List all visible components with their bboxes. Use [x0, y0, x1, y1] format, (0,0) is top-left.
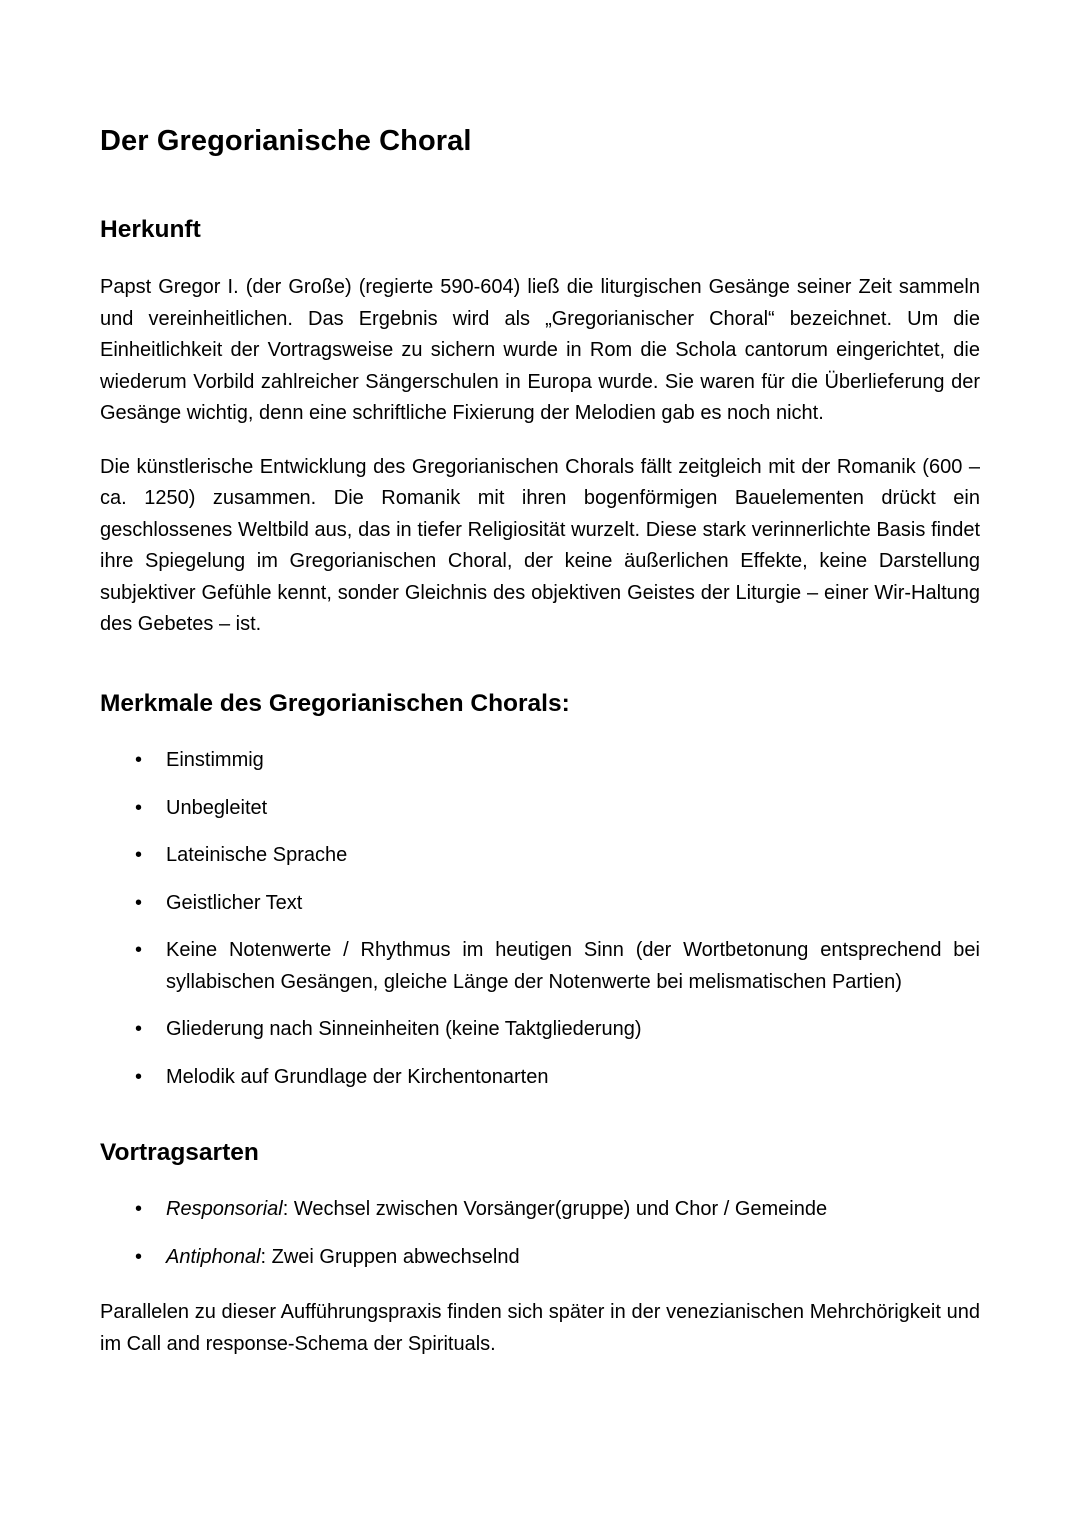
list-item-term: Antiphonal	[166, 1245, 261, 1268]
list-item	[100, 793, 980, 825]
list-item-label: Einstimmig	[166, 749, 264, 772]
bullet-icon: •	[135, 749, 143, 772]
document-content	[100, 0, 980, 1360]
vortragsarten-list	[100, 1167, 980, 1273]
list-item	[100, 1062, 980, 1094]
paragraph-herkunft-2: Die künstlerische Entwicklung des Gregorianischen Chorals fällt zeitgleich mit der Romanik (600 – ca. 1250) zusammen. Die Romanik mit ihren bogenförmigen Bauelementen drückt ein geschlossenes Weltbild aus, das in tiefer Religiosität wurzelt. Diese stark verinnerlichte Basis findet ihre Spiegelung im Gregorianischen Choral, der keine äußerlichen Effekte, keine Darstellung subjektiver Gefühle kennt, sonder Gleichnis des objektiven Geistes der Liturgie – einer Wir-Haltung des Gebetes – ist.	[100, 455, 980, 636]
bullet-icon: •	[135, 1198, 143, 1221]
paragraph-closing: Parallelen zu dieser Aufführungspraxis finden sich später in der venezianischen Mehrchörigkeit und im Call and response-Schema der Spirituals.	[100, 1301, 980, 1355]
list-item	[100, 840, 980, 872]
paragraph-herkunft-1: Papst Gregor I. (der Große) (regierte 590-604) ließ die liturgischen Gesänge seiner Zeit sammeln und vereinheitlichen. Das Ergebnis wird als „Gregorianischer Choral“ bezeichnet. Um die Einheitlichkeit der Vortragsweise zu sichern wurde in Rom die Schola cantorum eingerichtet, die wiederum Vorbild zahlreicher Sängerschulen in Europa wurde. Sie waren für die Überlieferung der Gesänge wichtig, denn eine schriftliche Fixierung der Melodien gab es noch nicht.	[100, 276, 980, 425]
list-item-label: Melodik auf Grundlage der Kirchentonarten	[166, 1065, 549, 1088]
bullet-icon: •	[135, 1018, 143, 1041]
list-item-label: Geistlicher Text	[166, 891, 303, 914]
bullet-icon: •	[135, 1065, 143, 1088]
bullet-icon: •	[135, 939, 143, 962]
list-item-label: Responsorial: Wechsel zwischen Vorsänger(gruppe) und Chor / Gemeinde	[166, 1198, 828, 1221]
bullet-icon: •	[135, 844, 143, 867]
list-item-term: Responsorial	[166, 1198, 283, 1221]
bullet-icon: •	[135, 891, 143, 914]
list-item-label: Antiphonal: Zwei Gruppen abwechselnd	[166, 1245, 520, 1268]
section-heading-herkunft: Herkunft	[100, 215, 201, 243]
list-item	[100, 1014, 980, 1046]
list-item	[100, 935, 980, 998]
bullet-icon: •	[135, 796, 143, 819]
list-item-label: Lateinische Sprache	[166, 844, 348, 867]
section-heading-merkmale: Merkmale des Gregorianischen Chorals:	[100, 689, 570, 717]
section-heading-vortragsarten: Vortragsarten	[100, 1139, 259, 1167]
bullet-icon: •	[135, 1245, 143, 1268]
list-item	[100, 888, 980, 920]
list-item	[100, 1194, 980, 1226]
list-item-label: Unbegleitet	[166, 796, 268, 819]
list-item	[100, 745, 980, 777]
list-item	[100, 1242, 980, 1274]
list-item-label: Keine Notenwerte / Rhythmus im heutigen Sinn (der Wortbetonung entsprechend bei syllabischen Gesängen, gleiche Länge der Notenwerte bei melismatischen Partien)	[166, 939, 980, 993]
page-title: Der Gregorianische Choral	[100, 125, 472, 157]
list-item-label: Gliederung nach Sinneinheiten (keine Taktgliederung)	[166, 1018, 642, 1041]
merkmale-list	[100, 718, 980, 1093]
